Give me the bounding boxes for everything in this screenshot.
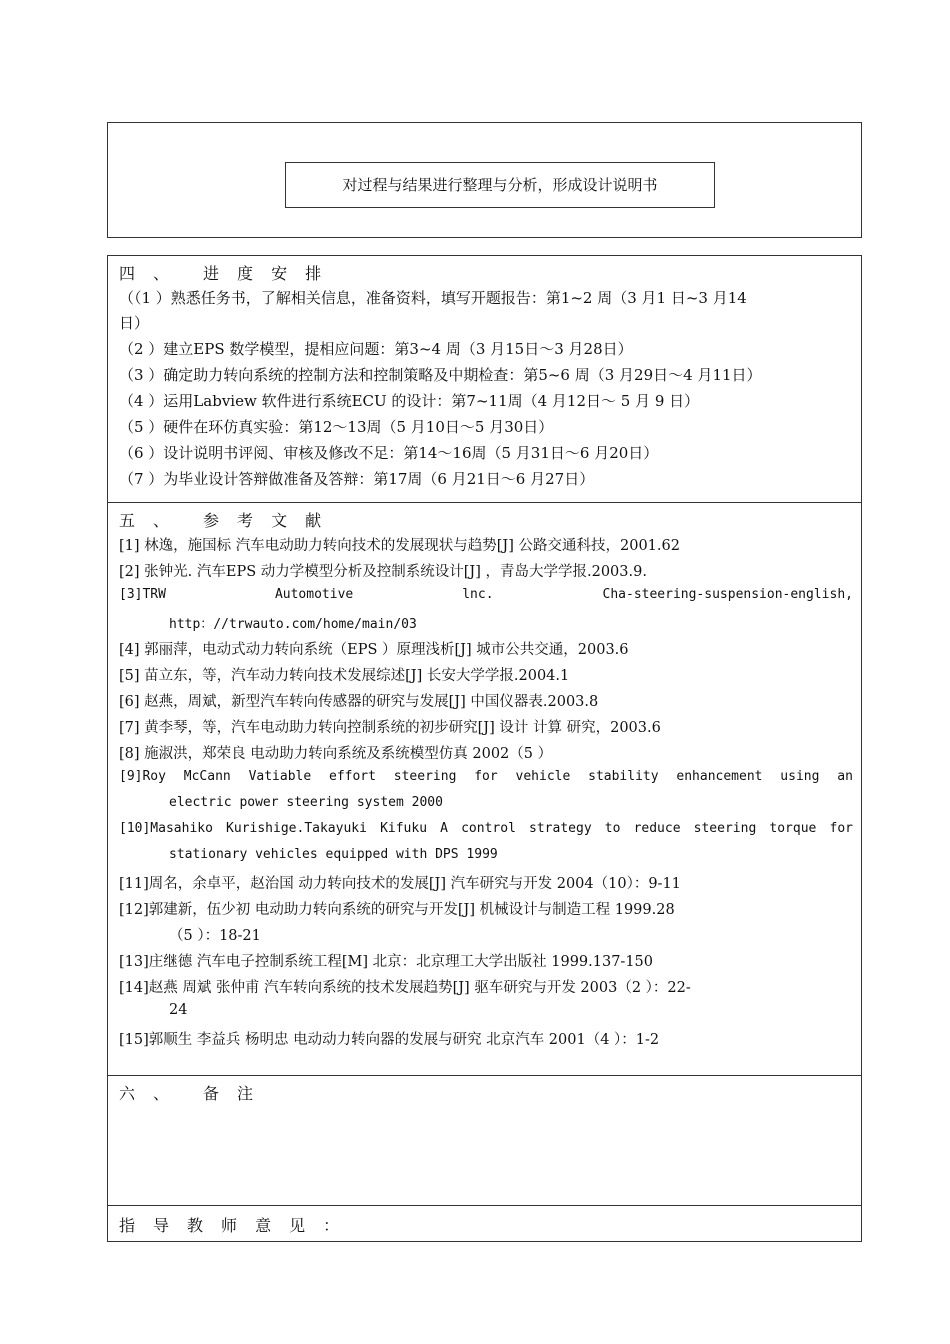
- reference-item: [6] 赵燕，周斌，新型汽车转向传感器的研究与发展[J] 中国仪器表.2003.8: [119, 694, 599, 710]
- schedule-item: （2 ）建立EPS 数学模型，提相应问题：第3~4 周（3 月15日～3 月28日）: [119, 340, 633, 358]
- plan-summary-text: 对过程与结果进行整理与分析，形成设计说明书: [285, 162, 715, 208]
- reference-item: [7] 黄李琴，等，汽车电动助力转向控制系统的初步研究[J] 设计 计算 研究，2003.6: [119, 720, 661, 736]
- reference-item-continued: 24: [169, 1002, 188, 1018]
- reference-item: [5] 苗立东，等，汽车动力转向技术发展综述[J] 长安大学学报.2004.1: [119, 668, 570, 684]
- schedule-section: [108, 256, 861, 503]
- reference-item-continued: stationary vehicles equipped with DPS 1999: [169, 847, 498, 862]
- plan-summary-section: [107, 122, 862, 238]
- schedule-item: （3 ）确定助力转向系统的控制方法和控制策略及中期检查：第5~6 周（3 月29日～4 月11日）: [119, 366, 762, 384]
- reference-item: [13]庄继德 汽车电子控制系统工程[M] 北京：北京理工大学出版社 1999.137-150: [119, 954, 654, 970]
- schedule-heading: 四 、 进 度 安 排: [119, 264, 322, 283]
- schedule-item: （6 ）设计说明书评阅、审核及修改不足：第14～16周（5 月31日～6 月20日）: [119, 444, 659, 462]
- reference-item: [12]郭建新，伍少初 电动助力转向系统的研究与开发[J] 机械设计与制造工程 1999.28: [119, 902, 675, 918]
- advisor-opinion-heading: 指 导 教 师 意 见 ：: [119, 1216, 340, 1235]
- reference-item: [3]TRW Automotive lnc. Cha-steering-suspension-english,: [119, 587, 853, 602]
- schedule-item: （5 ）硬件在环仿真实验：第12～13周（5 月10日～5 月30日）: [119, 418, 554, 436]
- reference-item: [2] 张钟光. 汽车EPS 动力学模型分析及控制系统设计[J] ，青岛大学学报.2003.9.: [119, 564, 647, 580]
- advisor-opinion-section: [108, 1206, 861, 1243]
- notes-section: [108, 1076, 861, 1206]
- reference-item: [1] 林逸，施国标 汽车电动助力转向技术的发展现状与趋势[J] 公路交通科技，2001.62: [119, 538, 680, 554]
- references-heading: 五 、 参 考 文 献: [119, 511, 322, 530]
- schedule-item: （7 ）为毕业设计答辩做准备及答辩：第17周（6 月21日～6 月27日）: [119, 470, 595, 488]
- reference-item-continued: （5 ）：18-21: [169, 928, 261, 944]
- reference-item: [10]Masahiko Kurishige.Takayuki Kifuku A control strategy to reduce steering torque for: [119, 821, 853, 836]
- reference-item: [14]赵燕 周斌 张仲甫 汽车转向系统的技术发展趋势[J] 驱车研究与开发 2003（2 ）：22-: [119, 980, 691, 996]
- reference-item: [9]Roy McCann Vatiable effort steering for vehicle stability enhancement using an: [119, 769, 853, 784]
- schedule-item: （4 ）运用Labview 软件进行系统ECU 的设计：第7~11周（4 月12日～ 5 月 9 日）: [119, 392, 700, 410]
- schedule-item: 日）: [119, 314, 150, 332]
- schedule-item: （（1 ）熟悉任务书，了解相关信息，准备资料，填写开题报告：第1~2 周（3 月1 日~3 月14: [119, 289, 747, 307]
- reference-item-continued: electric power steering system 2000: [169, 795, 443, 810]
- reference-item: [11]周名，余卓平，赵治国 动力转向技术的发展[J] 汽车研究与开发 2004（10）：9-11: [119, 876, 681, 892]
- references-section: [108, 503, 861, 1076]
- reference-item-continued: http：//trwauto.com/home/main/03: [169, 617, 417, 632]
- reference-item: [15]郭顺生 李益兵 杨明忠 电动动力转向器的发展与研究 北京汽车 2001（4 ）：1-2: [119, 1032, 660, 1048]
- notes-heading: 六 、 备 注: [119, 1084, 254, 1103]
- reference-item: [4] 郭丽萍，电动式动力转向系统（EPS ）原理浅析[J] 城市公共交通，2003.6: [119, 642, 629, 658]
- proposal-table: [107, 255, 862, 1242]
- reference-item: [8] 施淑洪，郑荣良 电动助力转向系统及系统模型仿真 2002（5 ）: [119, 746, 553, 762]
